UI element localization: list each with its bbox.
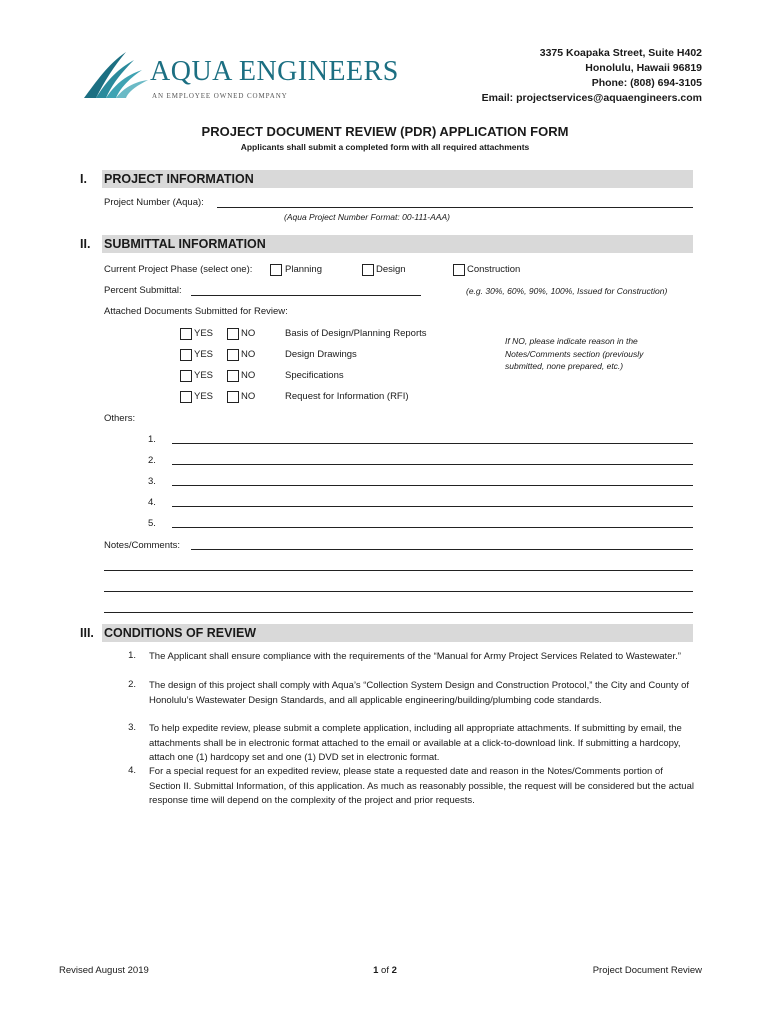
percent-submittal-label: Percent Submittal: bbox=[104, 285, 182, 296]
others-2-number: 2. bbox=[148, 455, 156, 466]
condition-2-text: The design of this project shall comply with Aqua’s “Collection System Design and Construction Protocol,” the City and County of Honolulu’s Wastewater Design Standards, and all applicable engineering/building/plumbing code standards. bbox=[149, 680, 690, 706]
no-reason-hint: If NO, please indicate reason in the Notes/Comments section (previously submitted, none prepared, etc.) bbox=[505, 336, 644, 371]
form-subtitle: Applicants shall submit a completed form with all required attachments bbox=[240, 142, 530, 152]
doc-2-yes-checkbox[interactable] bbox=[180, 349, 192, 361]
notes-line-1[interactable] bbox=[191, 549, 693, 550]
section-1-title: PROJECT INFORMATION bbox=[104, 172, 254, 186]
doc-4-name: Request for Information (RFI) bbox=[285, 391, 409, 402]
company-phone: Phone: (808) 694-3105 bbox=[591, 77, 702, 89]
project-number-hint: (Aqua Project Number Format: 00-111-AAA) bbox=[284, 212, 450, 222]
condition-1-text: The Applicant shall ensure compliance with the requirements of the “Manual for Army Project Services Related to Wastewater.” bbox=[149, 651, 681, 662]
others-1-number: 1. bbox=[148, 434, 156, 445]
planning-label: Planning bbox=[285, 264, 322, 275]
notes-line-4[interactable] bbox=[104, 612, 693, 613]
doc-2-name: Design Drawings bbox=[285, 349, 357, 360]
design-label: Design bbox=[376, 264, 406, 275]
condition-4-number: 4. bbox=[128, 765, 136, 776]
design-checkbox[interactable] bbox=[362, 264, 374, 276]
page-total: 2 bbox=[391, 965, 397, 976]
condition-3-number: 3. bbox=[128, 722, 136, 733]
others-5-field[interactable] bbox=[172, 527, 693, 528]
doc-1-yes-checkbox[interactable] bbox=[180, 328, 192, 340]
construction-checkbox[interactable] bbox=[453, 264, 465, 276]
others-3-number: 3. bbox=[148, 476, 156, 487]
project-number-label: Project Number (Aqua): bbox=[104, 197, 204, 208]
percent-submittal-field[interactable] bbox=[191, 295, 421, 296]
address-line-1: 3375 Koapaka Street, Suite H402 bbox=[539, 47, 702, 59]
doc-3-no-label: NO bbox=[241, 370, 256, 381]
others-5-number: 5. bbox=[148, 518, 156, 529]
others-3-field[interactable] bbox=[172, 485, 693, 486]
doc-2-no-checkbox[interactable] bbox=[227, 349, 239, 361]
planning-checkbox[interactable] bbox=[270, 264, 282, 276]
condition-4-text: For a special request for an expedited review, please state a requested date and reason in the Notes/Comments portion of Section II. Submittal Information, of this application. As much as reasonably possible, the request will be considered but the actual response time will depend on the complexity of the project and prior requests. bbox=[149, 766, 694, 806]
notes-line-3[interactable] bbox=[104, 591, 693, 592]
form-title: PROJECT DOCUMENT REVIEW (PDR) APPLICATION FORM bbox=[201, 124, 569, 139]
construction-label: Construction bbox=[467, 264, 521, 275]
company-address-block bbox=[482, 46, 702, 106]
document-name: Project Document Review bbox=[592, 965, 702, 976]
notes-comments-label: Notes/Comments: bbox=[104, 540, 181, 551]
percent-submittal-hint: (e.g. 30%, 60%, 90%, 100%, Issued for Construction) bbox=[466, 286, 668, 296]
doc-1-yes-label: YES bbox=[194, 328, 214, 339]
others-2-field[interactable] bbox=[172, 464, 693, 465]
revision-date: Revised August 2019 bbox=[59, 965, 149, 976]
doc-1-no-label: NO bbox=[241, 328, 256, 339]
others-label: Others: bbox=[104, 413, 136, 424]
doc-1-no-checkbox[interactable] bbox=[227, 328, 239, 340]
project-number-field[interactable] bbox=[217, 207, 693, 208]
doc-3-yes-label: YES bbox=[194, 370, 214, 381]
others-4-number: 4. bbox=[148, 497, 156, 508]
doc-3-name: Specifications bbox=[285, 370, 344, 381]
page-of: of bbox=[381, 965, 389, 976]
doc-3-no-checkbox[interactable] bbox=[227, 370, 239, 382]
doc-4-no-checkbox[interactable] bbox=[227, 391, 239, 403]
aqua-engineers-logo-icon bbox=[82, 48, 152, 100]
doc-4-yes-checkbox[interactable] bbox=[180, 391, 192, 403]
notes-line-2[interactable] bbox=[104, 570, 693, 571]
condition-1-number: 1. bbox=[128, 650, 136, 661]
doc-1-name: Basis of Design/Planning Reports bbox=[285, 328, 427, 339]
section-2-title: SUBMITTAL INFORMATION bbox=[104, 237, 266, 251]
page-current: 1 bbox=[373, 965, 379, 976]
company-email: Email: projectservices@aquaengineers.com bbox=[481, 92, 702, 104]
attached-documents-label: Attached Documents Submitted for Review: bbox=[104, 306, 288, 317]
others-1-field[interactable] bbox=[172, 443, 693, 444]
condition-3-text: To help expedite review, please submit a complete application, including all appropriate attachments. If submitting by email, the attachments shall be in electronic format attached to the email or available at a click-to-download link. If submitting a hardcopy, attach one (1) hardcopy set and one (1) DVD set in electronic format. bbox=[149, 723, 682, 763]
doc-4-no-label: NO bbox=[241, 391, 256, 402]
doc-3-yes-checkbox[interactable] bbox=[180, 370, 192, 382]
project-phase-label: Current Project Phase (select one): bbox=[104, 264, 253, 275]
doc-2-yes-label: YES bbox=[194, 349, 214, 360]
section-2-number: II. bbox=[80, 237, 91, 251]
section-1-number: I. bbox=[80, 172, 87, 186]
address-line-2: Honolulu, Hawaii 96819 bbox=[585, 62, 702, 74]
company-tagline: AN EMPLOYEE OWNED COMPANY bbox=[152, 92, 288, 100]
others-4-field[interactable] bbox=[172, 506, 693, 507]
section-3-title: CONDITIONS OF REVIEW bbox=[104, 626, 257, 640]
company-name: AQUA ENGINEERS bbox=[150, 56, 399, 87]
section-3-number: III. bbox=[80, 626, 94, 640]
doc-2-no-label: NO bbox=[241, 349, 256, 360]
condition-2-number: 2. bbox=[128, 679, 136, 690]
doc-4-yes-label: YES bbox=[194, 391, 214, 402]
